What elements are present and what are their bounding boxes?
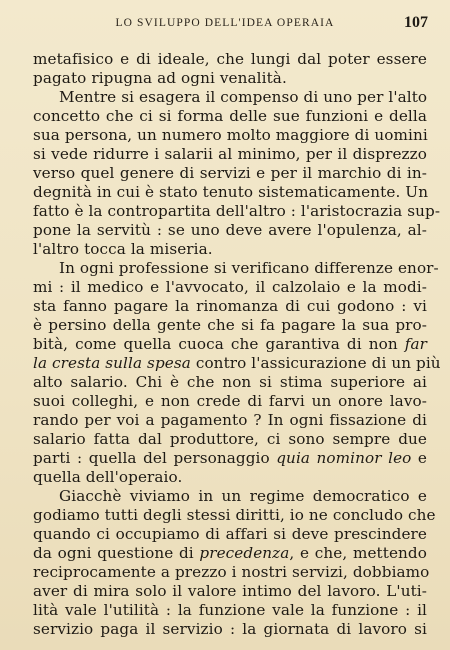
text-line <box>33 259 439 278</box>
text-line <box>33 240 427 259</box>
text-line <box>33 411 427 430</box>
text-segment: godiamo tutti degli stessi diritti, io ne concludo che <box>33 506 436 524</box>
text-line <box>33 620 427 639</box>
text-line <box>33 449 427 468</box>
text-segment: In ogni professione si verificano differenze enor- <box>59 259 439 277</box>
text-line <box>33 297 427 316</box>
text-segment: fatto è la contropartita dell'altro : l'aristocrazia sup- <box>33 202 441 220</box>
text-segment: si vede ridurre i salarii al minimo, per il disprezzo <box>33 145 427 163</box>
text-line <box>33 392 427 411</box>
text-segment: è persino della gente che si fa pagare la sua pro- <box>33 316 427 334</box>
text-segment: rando per voi a pagamento ? In ogni fissazione di <box>33 411 427 429</box>
text-line <box>33 525 427 544</box>
text-line <box>33 126 427 145</box>
text-line <box>33 145 427 164</box>
text-segment: sta fanno pagare la rinomanza di cui godono : vi <box>33 297 427 315</box>
text-segment: alto salario. Chi è che non si stima superiore ai <box>33 373 427 391</box>
text-line <box>33 202 441 221</box>
text-line <box>33 183 427 202</box>
text-segment: Giacchè viviamo in un regime democratico e <box>59 487 427 505</box>
page-header <box>0 14 450 36</box>
text-line <box>33 506 436 525</box>
text-segment: lità vale l'utilità : la funzione vale la funzione : il <box>33 601 427 619</box>
italic-text: far <box>404 335 427 353</box>
text-line <box>33 601 427 620</box>
body-text <box>33 50 441 639</box>
italic-text: precedenza <box>199 544 290 562</box>
text-line <box>33 69 427 88</box>
text-segment: mi : il medico e l'avvocato, il calzolaio e la modi- <box>33 278 427 296</box>
page-number: 107 <box>404 14 428 31</box>
text-line <box>33 544 427 563</box>
text-segment: , e che, mettendo <box>289 544 427 562</box>
text-line <box>33 468 427 487</box>
text-segment: salario fatta dal produttore, ci sono sempre due <box>33 430 427 448</box>
text-segment: quando ci occupiamo di affari si deve prescindere <box>33 525 427 543</box>
text-line <box>33 582 427 601</box>
text-segment: metafisico e di ideale, che lungi dal poter essere <box>33 50 427 68</box>
text-segment: degnità in cui è stato tenuto sistematicamente. Un <box>33 183 429 201</box>
italic-text: quia nominor leo <box>276 449 412 467</box>
text-segment: aver di mira solo il valore intimo del lavoro. L'uti- <box>33 582 427 600</box>
text-segment: parti : quella del personaggio <box>33 449 277 467</box>
text-segment: servizio paga il servizio : la giornata di lavoro si <box>33 620 427 638</box>
text-segment: Mentre si esagera il compenso di uno per l'alto <box>59 88 428 106</box>
text-line <box>33 430 427 449</box>
text-segment: quella dell'operaio. <box>33 468 183 486</box>
running-title: LO SVILUPPO DELL'IDEA OPERAIA <box>115 17 335 29</box>
italic-text: la cresta sulla spesa <box>33 354 191 372</box>
text-segment: pagato ripugna ad ogni venalità. <box>33 69 287 87</box>
text-segment: suoi colleghi, e non crede di farvi un onore lavo- <box>33 392 427 410</box>
text-segment: da ogni questione di <box>33 544 200 562</box>
text-line <box>33 164 427 183</box>
text-segment: pone la servitù : se uno deve avere l'opulenza, al- <box>33 221 427 239</box>
text-line <box>33 107 427 126</box>
text-line <box>33 221 427 240</box>
text-segment: contro l'assicurazione di un più <box>190 354 441 372</box>
text-line <box>33 354 441 373</box>
text-segment: e <box>411 449 428 467</box>
text-line <box>33 316 427 335</box>
text-segment: reciprocamente a prezzo i nostri servizi, dobbiamo <box>33 563 430 581</box>
text-segment: verso quel genere di servizi e per il marchio di in- <box>33 164 427 182</box>
text-line <box>33 50 427 69</box>
text-line <box>33 335 427 354</box>
text-line <box>33 278 427 297</box>
text-line <box>33 373 427 392</box>
text-segment: l'altro tocca la miseria. <box>33 240 213 258</box>
text-segment: concetto che ci si forma delle sue funzioni e della <box>33 107 427 125</box>
text-line <box>33 487 427 506</box>
text-segment: bità, come quella cuoca che garantiva di non <box>33 335 405 353</box>
text-segment: sua persona, un numero molto maggiore di uomini <box>33 126 428 144</box>
text-line <box>33 88 427 107</box>
text-line <box>33 563 430 582</box>
